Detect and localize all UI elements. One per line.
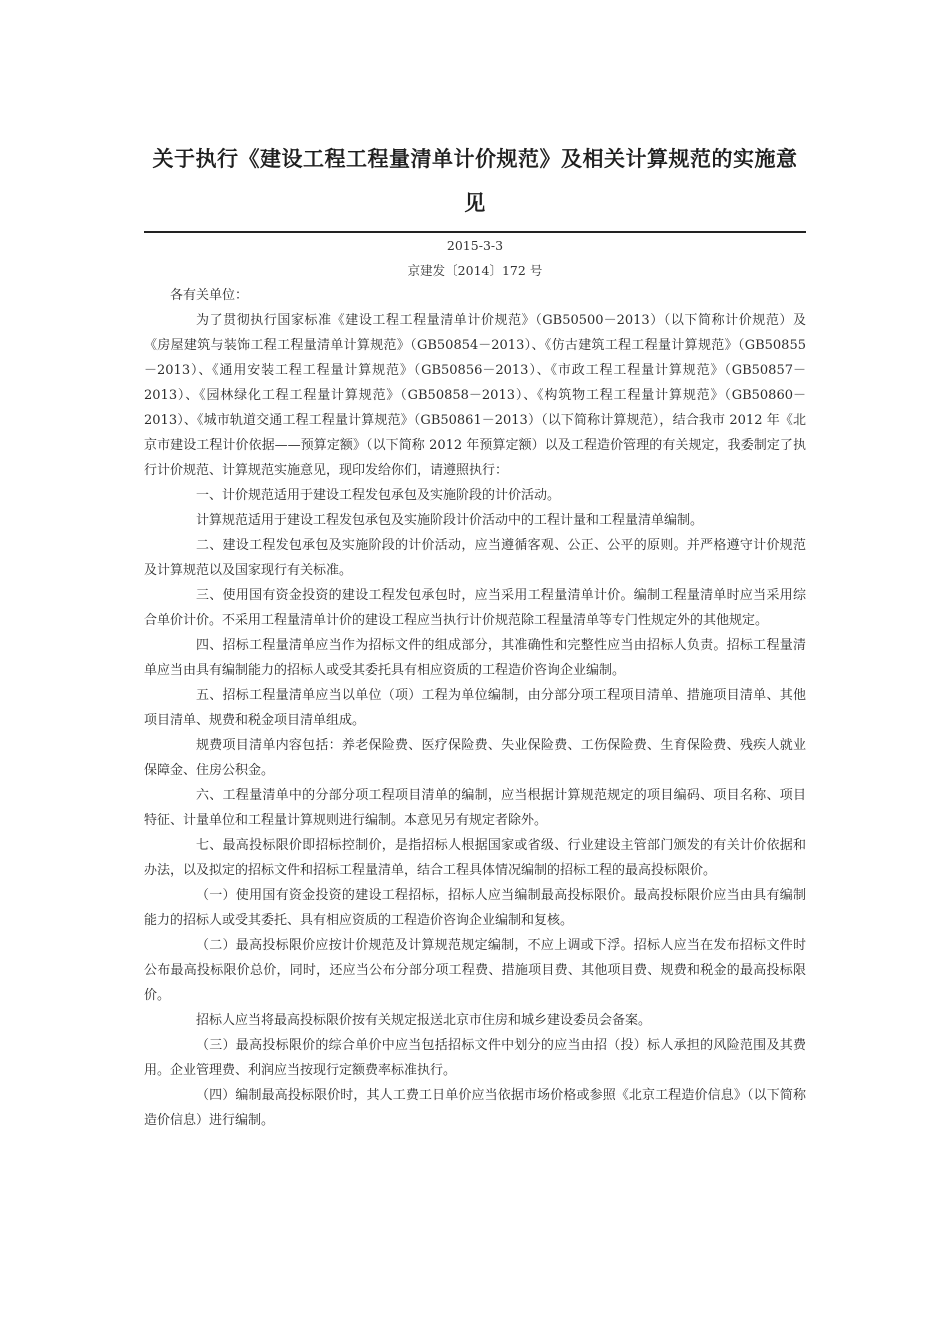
paragraph-item-3: 三、使用国有资金投资的建设工程发包承包时，应当采用工程量清单计价。编制工程量清单时应当采用综合单价计价。不采用工程量清单计价的建设工程应当执行计价规范除工程量清单等专门性规定外的其他规定。 (144, 588, 806, 628)
paragraph-item-2: 二、建设工程发包承包及实施阶段的计价活动，应当遵循客观、公正、公平的原则。并严格遵守计价规范及计算规范以及国家现行有关标准。 (144, 538, 806, 578)
paragraph-item-1: 一、计价规范适用于建设工程发包承包及实施阶段的计价活动。 (196, 488, 561, 503)
paragraph-intro: 为了贯彻执行国家标准《建设工程工程量清单计价规范》（GB50500－2013）（以下简称计价规范）及《房屋建筑与装饰工程工程量清单计算规范》（GB50854－2013）、《仿古建筑工程工程量计算规范》（GB50855－2013）、《通用安装工程工程量计算规范》（GB50856－2013）、《市政工程工程量计算规范》（GB50857－2013）、《园林绿化工程工程量计算规范》（GB50858－2013）、《构筑物工程工程量计算规范》（GB50860－2013）、《城市轨道交通工程工程量计算规范》（GB50861－2013）（以下简称计算规范），结合我市 2012 年《北京市建设工程计价依据——预算定额》（以下简称 2012 年预算定额）以及工程造价管理的有关规定，我委制定了执行计价规范、计算规范实施意见，现印发给你们，请遵照执行： (144, 313, 806, 478)
paragraph-item-6: 六、工程量清单中的分部分项工程项目清单的编制，应当根据计算规范规定的项目编码、项目名称、项目特征、计量单位和工程量计算规则进行编制。本意见另有规定者除外。 (144, 788, 806, 828)
paragraph-item-5-note: 规费项目清单内容包括：养老保险费、医疗保险费、失业保险费、工伤保险费、生育保险费、残疾人就业保障金、住房公积金。 (144, 738, 806, 778)
paragraph-item-1-note: 计算规范适用于建设工程发包承包及实施阶段计价活动中的工程计量和工程量清单编制。 (196, 513, 704, 528)
paragraph-item-4: 四、招标工程量清单应当作为招标文件的组成部分，其准确性和完整性应当由招标人负责。招标工程量清单应当由具有编制能力的招标人或受其委托具有相应资质的工程造价咨询企业编制。 (144, 638, 806, 678)
paragraph-item-5: 五、招标工程量清单应当以单位（项）工程为单位编制，由分部分项工程项目清单、措施项目清单、其他项目清单、规费和税金项目清单组成。 (144, 688, 806, 728)
paragraph-item-7-sub-4: （四）编制最高投标限价时，其人工费工日单价应当依据市场价格或参照《北京工程造价信息》（以下简称造价信息）进行编制。 (144, 1088, 806, 1128)
salutation: 各有关单位： (170, 288, 249, 303)
document-title: 关于执行《建设工程工程量清单计价规范》及相关计算规范的实施意见 (152, 147, 798, 215)
paragraph-item-7-sub-1: （一）使用国有资金投资的建设工程招标，招标人应当编制最高投标限价。最高投标限价应当由具有编制能力的招标人或受其委托、具有相应资质的工程造价咨询企业编制和复核。 (144, 888, 806, 928)
paragraph-item-7-sub-2-note: 招标人应当将最高投标限价按有关规定报送北京市住房和城乡建设委员会备案。 (196, 1013, 652, 1028)
paragraph-item-7-sub-2: （二）最高投标限价应按计价规范及计算规范规定编制，不应上调或下浮。招标人应当在发布招标文件时公布最高投标限价总价，同时，还应当公布分部分项工程费、措施项目费、其他项目费、规费和税金的最高投标限价。 (144, 938, 806, 1003)
document-page (144, 0, 806, 1133)
document-number: 京建发〔2014〕172 号 (407, 263, 543, 278)
paragraph-item-7-sub-3: （三）最高投标限价的综合单价中应当包括招标文件中划分的应当由招（投）标人承担的风险范围及其费用。企业管理费、利润应当按现行定额费率标准执行。 (144, 1038, 806, 1078)
paragraph-item-7: 七、最高投标限价即招标控制价，是指招标人根据国家或省级、行业建设主管部门颁发的有关计价依据和办法，以及拟定的招标文件和招标工程量清单，结合工程具体情况编制的招标工程的最高投标限价。 (144, 838, 806, 878)
publish-date: 2015-3-3 (446, 238, 504, 253)
